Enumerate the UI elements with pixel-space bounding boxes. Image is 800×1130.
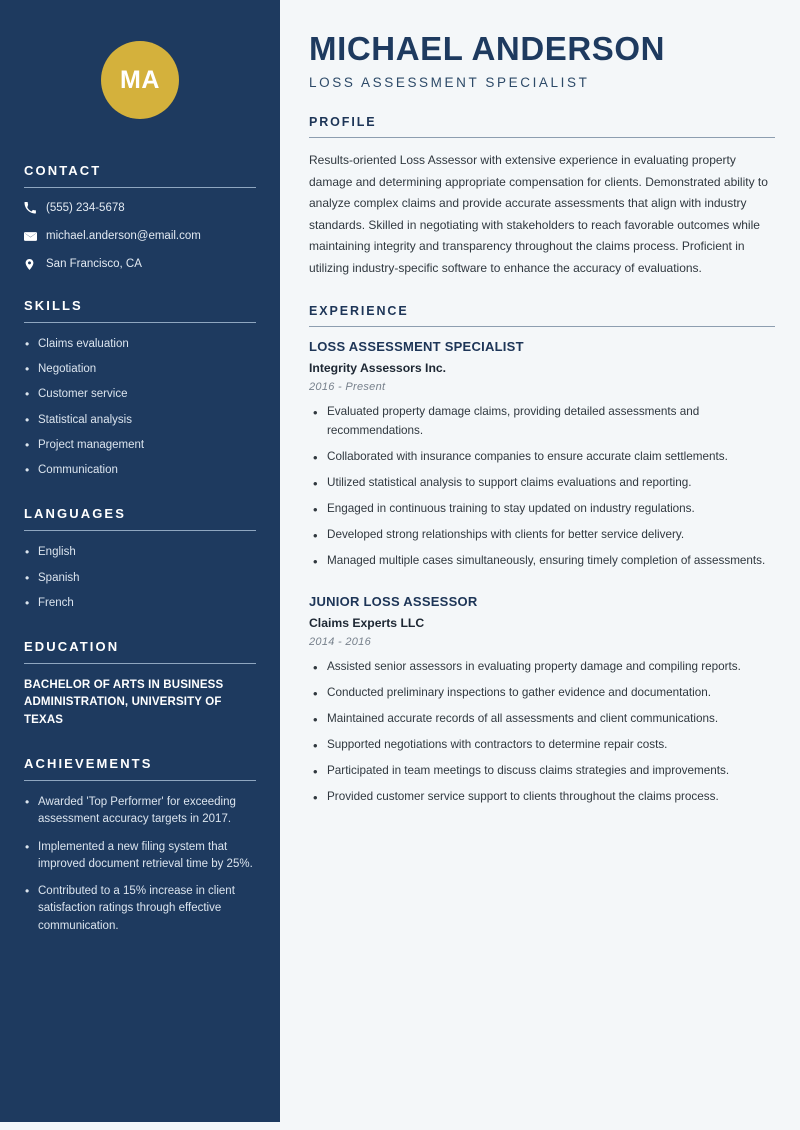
- list-item: • Maintained accurate records of all assessments and client communications.: [309, 710, 775, 729]
- envelope-icon: [24, 230, 46, 243]
- experience-dates: 2016 - Present: [309, 381, 386, 394]
- list-item: • Spanish: [24, 570, 256, 588]
- profile-divider: [309, 137, 775, 138]
- list-item: • Implemented a new filing system that improved document retrieval time by 25%.: [24, 839, 256, 874]
- list-item: • Collaborated with insurance companies to ensure accurate claim settlements.: [309, 448, 775, 467]
- languages-divider: [24, 530, 256, 531]
- education-heading: EDUCATION: [24, 638, 120, 654]
- list-item: • French: [24, 595, 256, 613]
- email-value: michael.anderson@email.com: [46, 229, 201, 242]
- contact-item-phone[interactable]: [24, 201, 256, 216]
- experience-entry: [309, 339, 775, 571]
- list-item: • Awarded 'Top Performer' for exceeding assessment accuracy targets in 2017.: [24, 794, 256, 829]
- profile-heading: PROFILE: [309, 114, 377, 129]
- languages-section: [24, 506, 256, 612]
- experience-heading: EXPERIENCE: [309, 304, 409, 319]
- page-title: MICHAEL ANDERSON: [309, 30, 666, 67]
- contact-item-location[interactable]: [24, 257, 256, 272]
- list-item: • Claims evaluation: [24, 336, 256, 354]
- map-pin-icon: [24, 258, 46, 271]
- avatar-container: [24, 0, 256, 119]
- list-item: • Developed strong relationships with clients for better service delivery.: [309, 526, 775, 545]
- languages-heading: LANGUAGES: [24, 506, 126, 522]
- list-item: • Communication: [24, 462, 256, 480]
- list-item: • Customer service: [24, 386, 256, 404]
- experience-company: Integrity Assessors Inc.: [309, 361, 447, 376]
- experience-job-title: LOSS ASSESSMENT SPECIALIST: [309, 339, 524, 355]
- experience-company: Claims Experts LLC: [309, 616, 425, 631]
- contact-section: [24, 163, 256, 272]
- education-divider: [24, 663, 256, 664]
- experience-dates: 2014 - 2016: [309, 636, 372, 649]
- education-section: [24, 639, 256, 730]
- phone-value: (555) 234-5678: [46, 202, 125, 214]
- skills-divider: [24, 322, 256, 323]
- achievements-section: [24, 756, 256, 935]
- profile-text: Results-oriented Loss Assessor with extensive experience in evaluating property damage and determining appropriate compensation for clients. Demonstrated ability to analyze complex claims and provide accurate assessments that align with industry standards. Skilled in negotiating with stakeholders to reach favorable outcomes while maintaining integrity and transparency throughout the claims process. Proficient in utilizing industry-specific software to enhance the accuracy of evaluations.: [309, 153, 768, 275]
- achievements-list: [24, 794, 256, 935]
- experience-bullets: [309, 658, 775, 807]
- experience-section: [309, 304, 775, 807]
- contact-heading: CONTACT: [24, 163, 102, 178]
- experience-entry: [309, 594, 775, 807]
- list-item: • Project management: [24, 437, 256, 455]
- list-item: • Negotiation: [24, 361, 256, 379]
- achievements-divider: [24, 780, 256, 781]
- achievements-heading: ACHIEVEMENTS: [24, 756, 153, 772]
- skills-list: [24, 336, 256, 480]
- education-entry: BACHELOR OF ARTS IN BUSINESS ADMINISTRATION, UNIVERSITY OF TEXAS: [24, 678, 224, 727]
- list-item: • Managed multiple cases simultaneously, ensuring timely completion of assessments.: [309, 552, 775, 571]
- list-item: • Supported negotiations with contractors to determine repair costs.: [309, 736, 775, 755]
- avatar: MA: [101, 41, 179, 119]
- main-content: [280, 0, 800, 1130]
- list-item: • Evaluated property damage claims, providing detailed assessments and recommendations.: [309, 403, 775, 441]
- list-item: • Statistical analysis: [24, 412, 256, 430]
- skills-heading: SKILLS: [24, 297, 83, 313]
- experience-bullets: [309, 403, 775, 571]
- experience-job-title: JUNIOR LOSS ASSESSOR: [309, 594, 478, 610]
- contact-item-email[interactable]: [24, 229, 256, 244]
- list-item: • Conducted preliminary inspections to gather evidence and documentation.: [309, 684, 775, 703]
- list-item: • Provided customer service support to clients throughout the claims process.: [309, 788, 775, 807]
- list-item: • Contributed to a 15% increase in client satisfaction ratings through effective communication.: [24, 883, 256, 935]
- list-item: • English: [24, 544, 256, 562]
- location-value: San Francisco, CA: [46, 257, 142, 270]
- list-item: • Engaged in continuous training to stay updated on industry regulations.: [309, 500, 775, 519]
- list-item: • Assisted senior assessors in evaluating property damage and compiling reports.: [309, 658, 775, 677]
- list-item: • Utilized statistical analysis to support claims evaluations and reporting.: [309, 474, 775, 493]
- list-item: • Participated in team meetings to discuss claims strategies and improvements.: [309, 762, 775, 781]
- contact-divider: [24, 187, 256, 188]
- profile-section: [309, 115, 775, 279]
- phone-icon: [24, 202, 46, 214]
- experience-divider: [309, 326, 775, 327]
- languages-list: [24, 544, 256, 612]
- job-title-subtitle: LOSS ASSESSMENT SPECIALIST: [309, 74, 590, 90]
- skills-section: [24, 298, 256, 480]
- sidebar: [0, 0, 280, 1122]
